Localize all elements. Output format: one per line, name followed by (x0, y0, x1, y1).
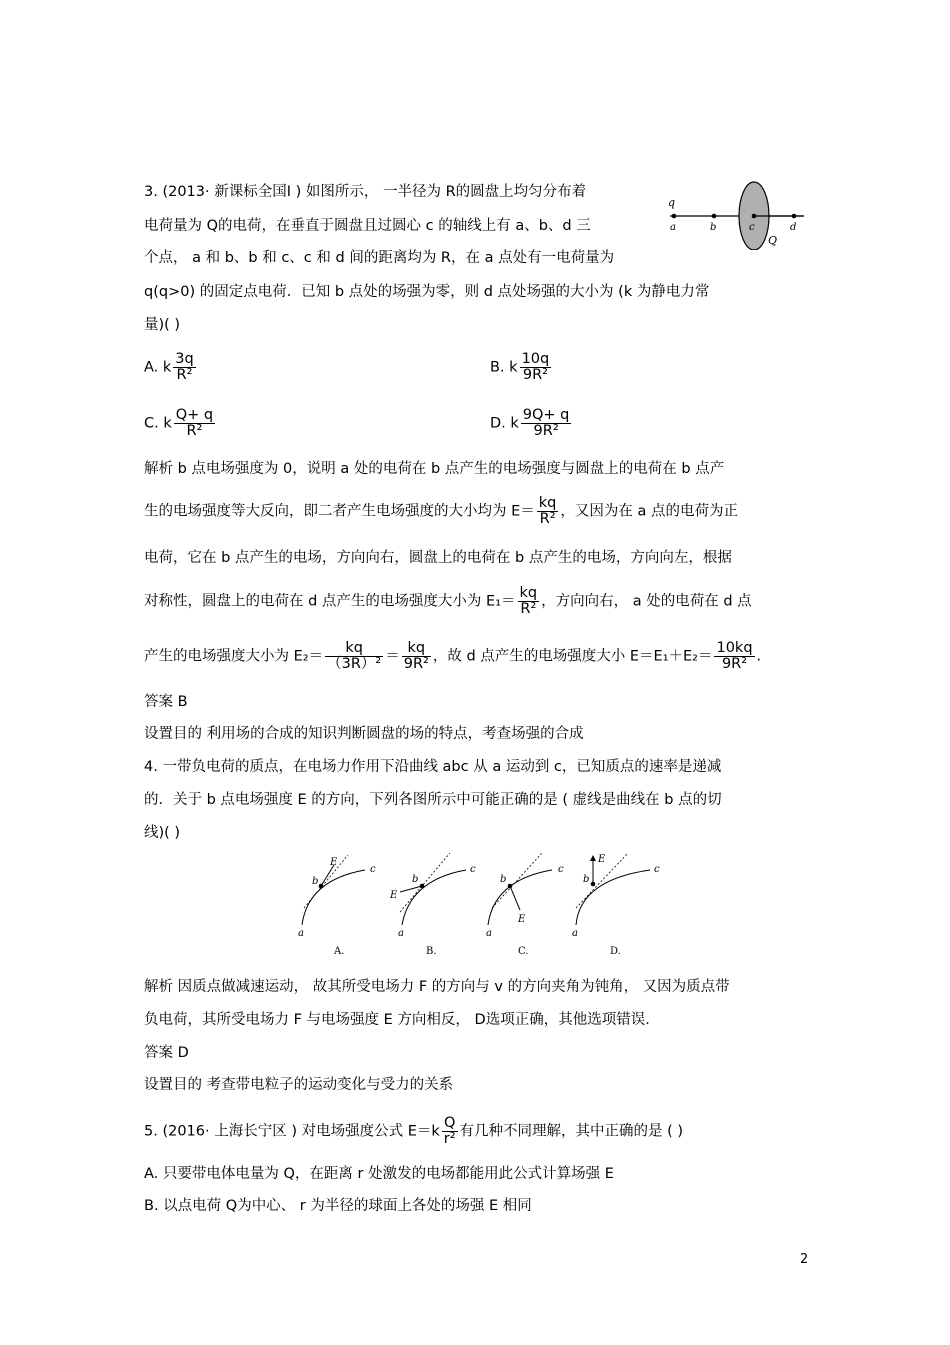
diagram-a[interactable] (298, 855, 376, 957)
caption-b: B. (426, 946, 437, 957)
svg-text:a: a (398, 928, 404, 939)
q3-line3: 个点， a 和 b、b 和 c、c 和 d 间的距离均为 R，在 a 点处有一电荷量为 (144, 250, 615, 266)
q3-analysis-line5: 产生的电场强度大小为 E₂＝ $\frac{kq}{\text{（3R）²}}$ ＝ $\frac{kq}{\text{9R²}}$ ，故 d 点产生的电场强度大小 E＝E₁＋E₂＝ $\frac{10kq}{\text{9R²}}$ . (144, 640, 762, 672)
q3-option-b[interactable] (490, 352, 553, 383)
q3-option-b-label: B. k (490, 359, 518, 376)
diagram-b[interactable] (389, 853, 476, 957)
q3-option-d-fraction: $\frac{9Q+ q}{\text{9R²}}$ (522, 407, 570, 439)
q3-line4: q(q>0) 的固定点电荷．已知 b 点处的场强为零，则 d 点处场强的大小为 (k 为静电力常 (144, 284, 710, 300)
svg-text:E: E (598, 854, 606, 865)
q3-option-d-label: D. k (490, 415, 519, 432)
svg-text:c: c (470, 864, 476, 875)
q4-answer: 答案 D (144, 1045, 189, 1061)
q3-analysis-line3: 电荷，它在 b 点产生的电场，方向向右，圆盘上的电荷在 b 点产生的电场，方向向左，根据 (144, 550, 732, 566)
q5-option-b[interactable]: B. 以点电荷 Q为中心、 r 为半径的球面上各处的场强 E 相同 (144, 1198, 532, 1214)
svg-text:b: b (412, 874, 419, 885)
svg-text:a: a (486, 928, 492, 939)
q3-analysis-line1: 解析 b 点电场强度为 0，说明 a 处的电荷在 b 点产生的电场强度与圆盘上的电荷在 b 点产 (144, 461, 725, 477)
svg-text:E: E (330, 857, 338, 868)
q4-diagrams (290, 850, 660, 960)
q3-option-c[interactable] (144, 408, 217, 439)
q3-line2: 电荷量为 Q的电荷，在垂直于圆盘且过圆心 c 的轴线上有 a、b、d 三 (144, 218, 591, 234)
diagram-c[interactable] (486, 853, 564, 957)
page-number: 2 (800, 1252, 809, 1267)
svg-text:c: c (370, 864, 376, 875)
svg-text:c: c (654, 864, 660, 875)
q4-line3: 线)( ) (144, 825, 181, 841)
q3-option-a-fraction: $\frac{3q}{\text{R²}}$ (175, 351, 194, 383)
svg-text:a: a (298, 928, 304, 939)
fig-label-a: a (670, 222, 676, 233)
q3-answer: 答案 B (144, 694, 188, 710)
q3-option-d[interactable] (490, 408, 573, 439)
q4-analysis-line1: 解析 因质点做减速运动， 故其所受电场力 F 的方向与 v 的方向夹角为钝角， 又因为质点带 (144, 979, 730, 995)
q3-analysis-line2: 生的电场强度等大反向，即二者产生电场强度的大小均为 E＝ $\frac{kq}{\text{R²}}$ ，又因为在 a 点的电荷为正 (144, 495, 738, 527)
caption-c: C. (518, 946, 529, 957)
svg-text:b: b (500, 874, 507, 885)
q3-line5: 量)( ) (144, 317, 181, 333)
fig-label-Q: Q (768, 234, 778, 247)
q3-option-c-fraction: $\frac{Q+ q}{\text{R²}}$ (175, 407, 214, 439)
svg-text:a: a (572, 928, 578, 939)
q3-line1: 3. (2013· 新课标全国Ⅰ ) 如图所示， 一半径为 R的圆盘上均匀分布着 (144, 184, 587, 200)
q3-option-a-label: A. k (144, 359, 172, 376)
q5-option-a[interactable]: A. 只要带电体电量为 Q，在距离 r 处激发的电场都能用此公式计算场强 E (144, 1166, 614, 1182)
caption-d: D. (610, 946, 621, 957)
q3-analysis-line4: 对称性，圆盘上的电荷在 d 点产生的电场强度大小为 E₁＝ $\frac{kq}{\text{R²}}$ ，方向向右， a 处的电荷在 d 点 (144, 585, 752, 617)
svg-text:E: E (518, 914, 526, 925)
q3-goal: 设置目的 利用场的合成的知识判断圆盘的场的特点，考查场强的合成 (144, 726, 584, 742)
q3-option-c-label: C. k (144, 415, 172, 432)
q5-line1: 5. (2016· 上海长宁区 ) 对电场强度公式 E＝k $\frac{Q}{\text{r²}}$ 有几种不同理解，其中正确的是 ( ) (144, 1115, 684, 1147)
q3-option-b-fraction: $\frac{10q}{\text{9R²}}$ (521, 351, 550, 383)
svg-text:c: c (558, 864, 564, 875)
fig-label-b: b (710, 222, 717, 233)
q4-line2: 的．关于 b 点电场强度 E 的方向，下列各图所示中可能正确的是 ( 虚线是曲线在 b 点的切 (144, 792, 722, 808)
svg-text:E: E (390, 890, 398, 901)
q3-disk-figure (662, 178, 808, 250)
q4-goal: 设置目的 考查带电粒子的运动变化与受力的关系 (144, 1077, 454, 1093)
svg-text:b: b (312, 876, 319, 887)
q4-analysis-line2: 负电荷，其所受电场力 F 与电场强度 E 方向相反， D选项正确，其他选项错误． (144, 1012, 660, 1028)
caption-a: A. (334, 946, 345, 957)
svg-text:b: b (583, 874, 590, 885)
fig-label-d: d (790, 222, 797, 233)
fig-label-c: c (749, 222, 755, 233)
diagram-d[interactable] (572, 853, 660, 957)
q3-option-a[interactable] (144, 352, 198, 383)
fig-label-q: q (668, 196, 676, 209)
q4-line1: 4. 一带负电荷的质点，在电场力作用下沿曲线 abc 从 a 运动到 c，已知质点的速率是递减 (144, 759, 722, 775)
